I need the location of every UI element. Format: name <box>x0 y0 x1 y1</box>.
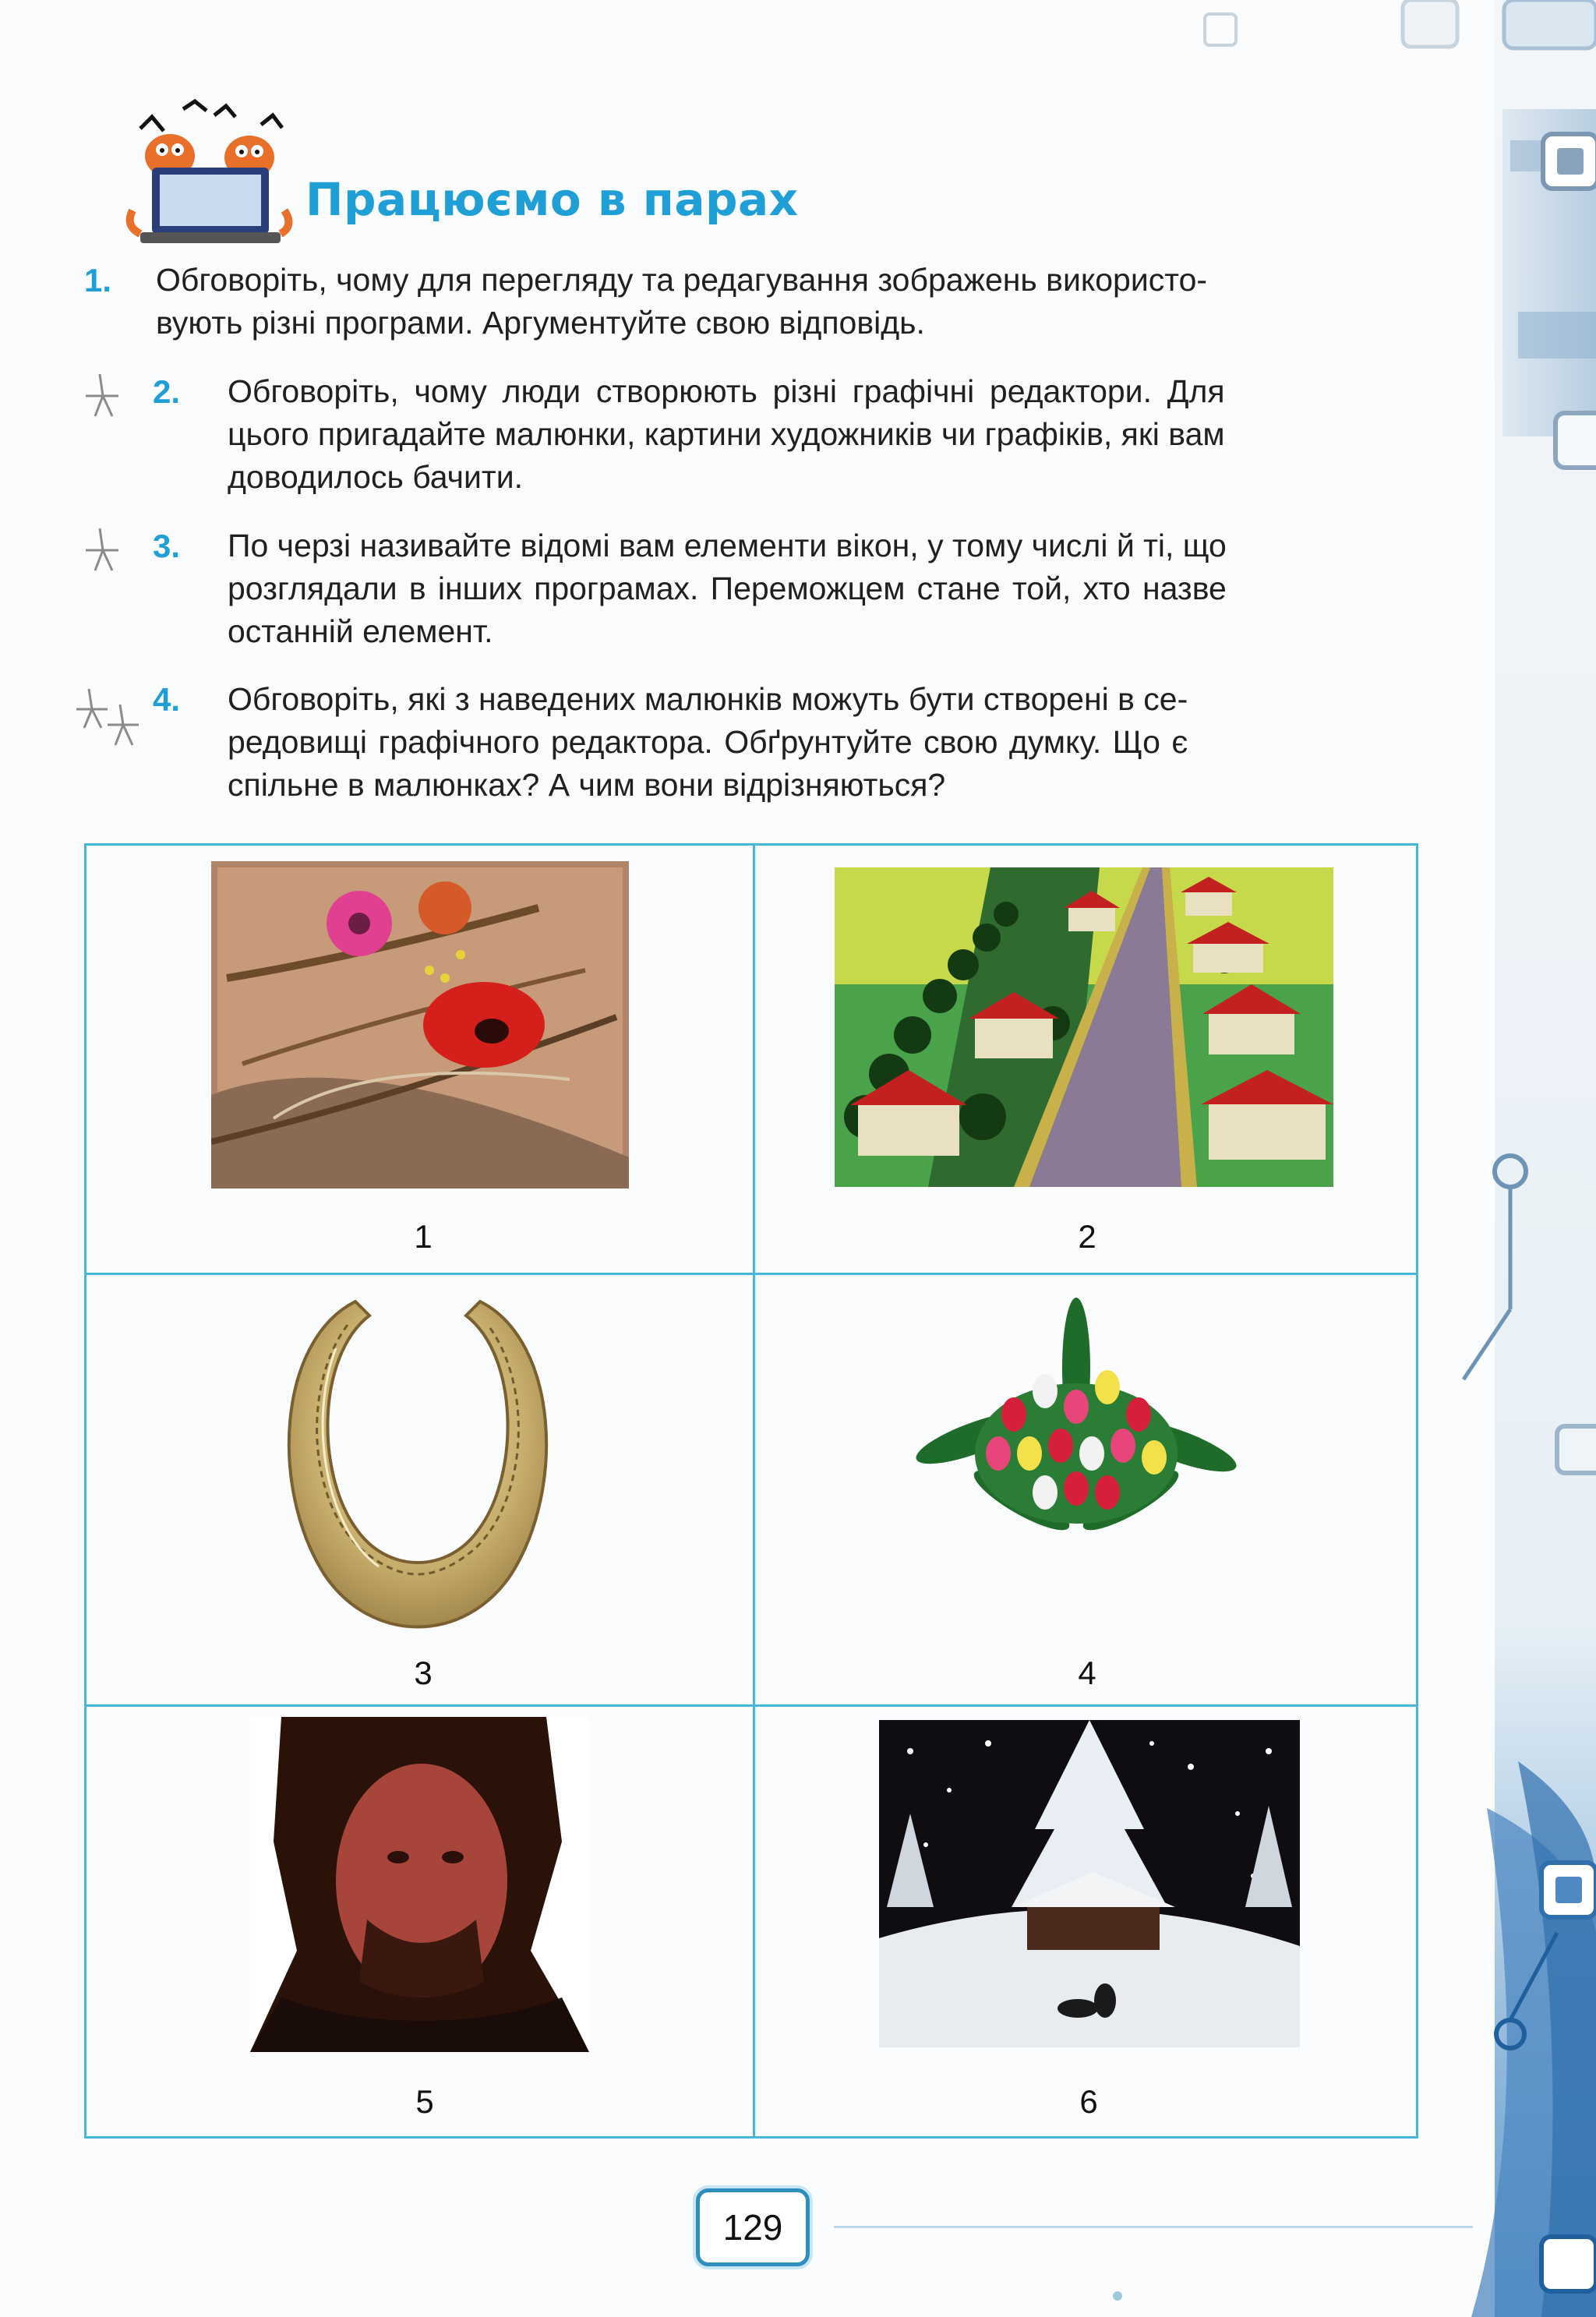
figure-label: 5 <box>415 2083 434 2120</box>
figure-5-portrait-image <box>250 1717 589 2052</box>
task-text-line: Обговоріть, чому для перегляду та редагування зображень використо- <box>156 262 1208 298</box>
task-text-line: По черзі називайте відомі вам елементи вікон, у тому числі й ті, що <box>228 528 1227 563</box>
task-number: 2. <box>153 373 181 410</box>
task-number: 1. <box>84 262 112 298</box>
grid-divider <box>87 1273 1416 1275</box>
figure-1-floral-collage-image <box>211 861 629 1189</box>
figure-label: 6 <box>1079 2083 1098 2120</box>
task-text-line: доводилось бачити. <box>228 459 523 495</box>
task-text-line: вують різні програми. Аргументуйте свою відповідь. <box>156 305 925 341</box>
figure-label: 1 <box>414 1218 433 1255</box>
task-number: 4. <box>153 681 181 718</box>
difficulty-stars-icon <box>72 686 157 764</box>
figure-4-tulip-bouquet-image <box>913 1298 1240 1555</box>
grid-divider <box>87 1704 1416 1707</box>
figures-grid <box>84 843 1418 2139</box>
task-text-line: Обговоріть, чому люди створюють різні графічні редактори. Для <box>228 373 1225 409</box>
task-text-line: розглядали в інших програмах. Переможцем стане той, хто назве <box>228 570 1227 606</box>
decorative-side-strip <box>1425 0 1596 2317</box>
decorative-top-squares <box>1169 0 1596 62</box>
task-number: 3. <box>153 528 181 564</box>
difficulty-star-icon <box>72 522 134 585</box>
figure-2-village-drawing-image <box>835 867 1333 1187</box>
difficulty-star-icon <box>72 368 134 430</box>
figure-label: 2 <box>1078 1218 1096 1255</box>
mascot-laptop-illustration <box>117 94 312 249</box>
section-title: Працюємо в парах <box>305 173 799 226</box>
figure-3-gold-necklace-image <box>262 1294 574 1652</box>
task-text-line: редовищі графічного редактора. Обґрунтуйте свою думку. Що є <box>228 724 1188 760</box>
figure-6-winter-scene-image <box>879 1720 1300 2047</box>
task-text-line: Обговоріть, які з наведених малюнків можуть бути створені в се- <box>228 681 1188 717</box>
figure-label: 3 <box>414 1655 433 1691</box>
task-text-line: останній елемент. <box>228 613 493 649</box>
figure-label: 4 <box>1078 1655 1096 1691</box>
footer-dot <box>1113 2291 1122 2301</box>
grid-divider <box>753 846 755 2136</box>
task-text-line: цього пригадайте малюнки, картини художників чи графіків, які вам <box>228 416 1225 452</box>
page-number: 129 <box>696 2188 810 2266</box>
footer-rule <box>834 2226 1473 2228</box>
task-text-line: спільне в малюнках? А чим вони відрізняються? <box>228 767 946 803</box>
